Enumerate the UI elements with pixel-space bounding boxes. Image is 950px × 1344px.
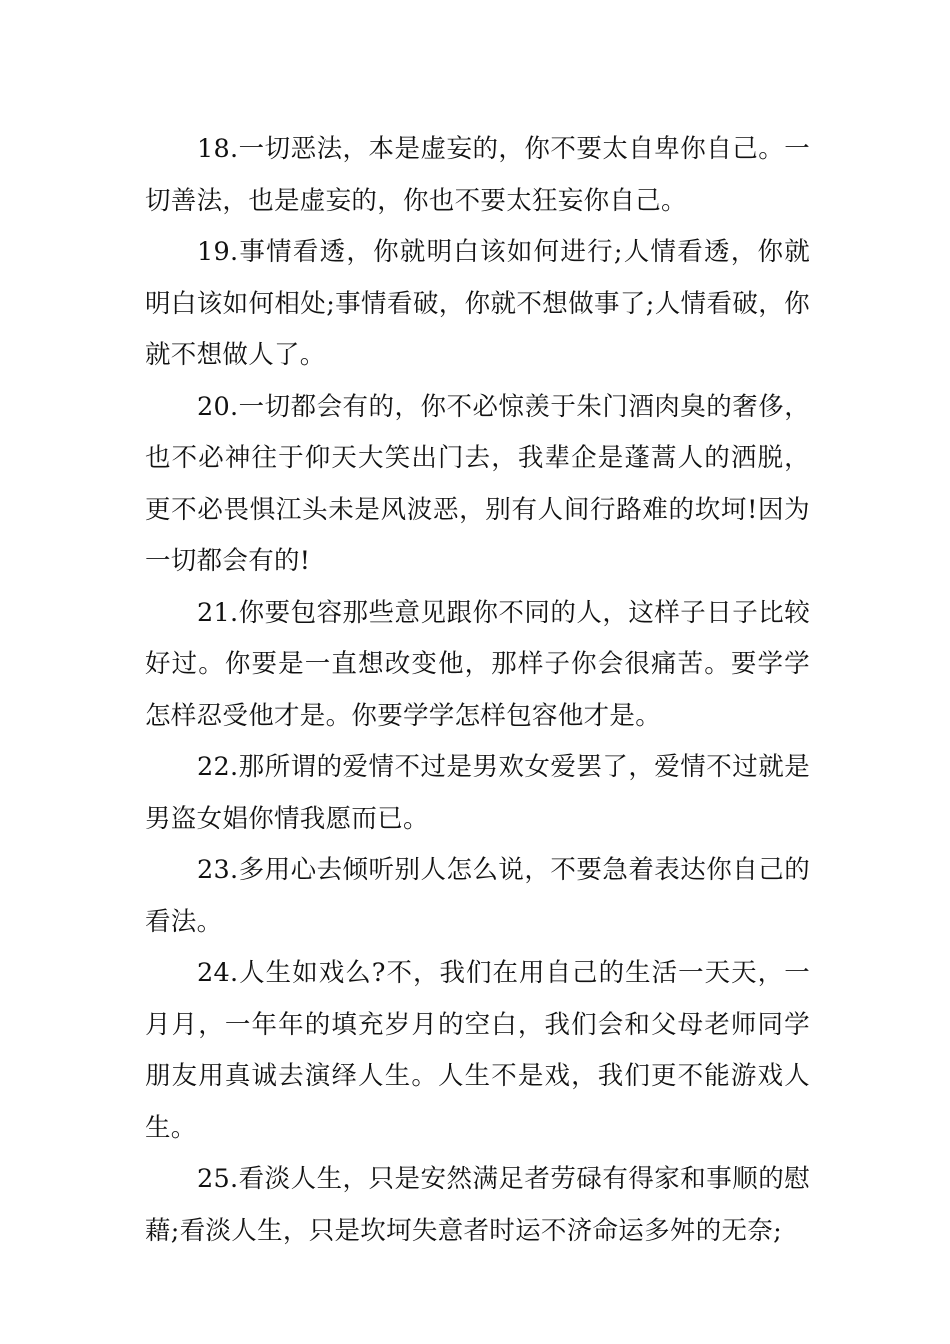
document-body bbox=[145, 124, 810, 1257]
paragraph-22: 22.那所谓的爱情不过是男欢女爱罢了，爱情不过就是男盗女娼你情我愿而已。 bbox=[145, 752, 810, 834]
paragraph-24: 24.人生如戏么?不，我们在用自己的生活一天天，一月月，一年年的填充岁月的空白，我们会和父母老师同学朋友用真诚去演绎人生。人生不是戏，我们更不能游戏人生。 bbox=[145, 958, 810, 1143]
paragraph-19: 19.事情看透，你就明白该如何进行;人情看透，你就明白该如何相处;事情看破，你就不想做事了;人情看破，你就不想做人了。 bbox=[145, 237, 810, 370]
paragraph-18: 18.一切恶法，本是虚妄的，你不要太自卑你自己。一切善法，也是虚妄的，你也不要太狂妄你自己。 bbox=[145, 134, 810, 216]
paragraph-23: 23.多用心去倾听别人怎么说，不要急着表达你自己的看法。 bbox=[145, 855, 810, 937]
paragraph-25: 25.看淡人生，只是安然满足者劳碌有得家和事顺的慰藉;看淡人生，只是坎坷失意者时运不济命运多舛的无奈; bbox=[145, 1164, 810, 1246]
paragraph-21: 21.你要包容那些意见跟你不同的人，这样子日子比较好过。你要是一直想改变他，那样子你会很痛苦。要学学怎样忍受他才是。你要学学怎样包容他才是。 bbox=[145, 597, 810, 731]
paragraph-20: 20.一切都会有的，你不必惊羡于朱门酒肉臭的奢侈，也不必神往于仰天大笑出门去，我辈企是蓬蒿人的洒脱，更不必畏惧江头未是风波恶，别有人间行路难的坎坷!因为一切都会有的! bbox=[145, 391, 810, 576]
